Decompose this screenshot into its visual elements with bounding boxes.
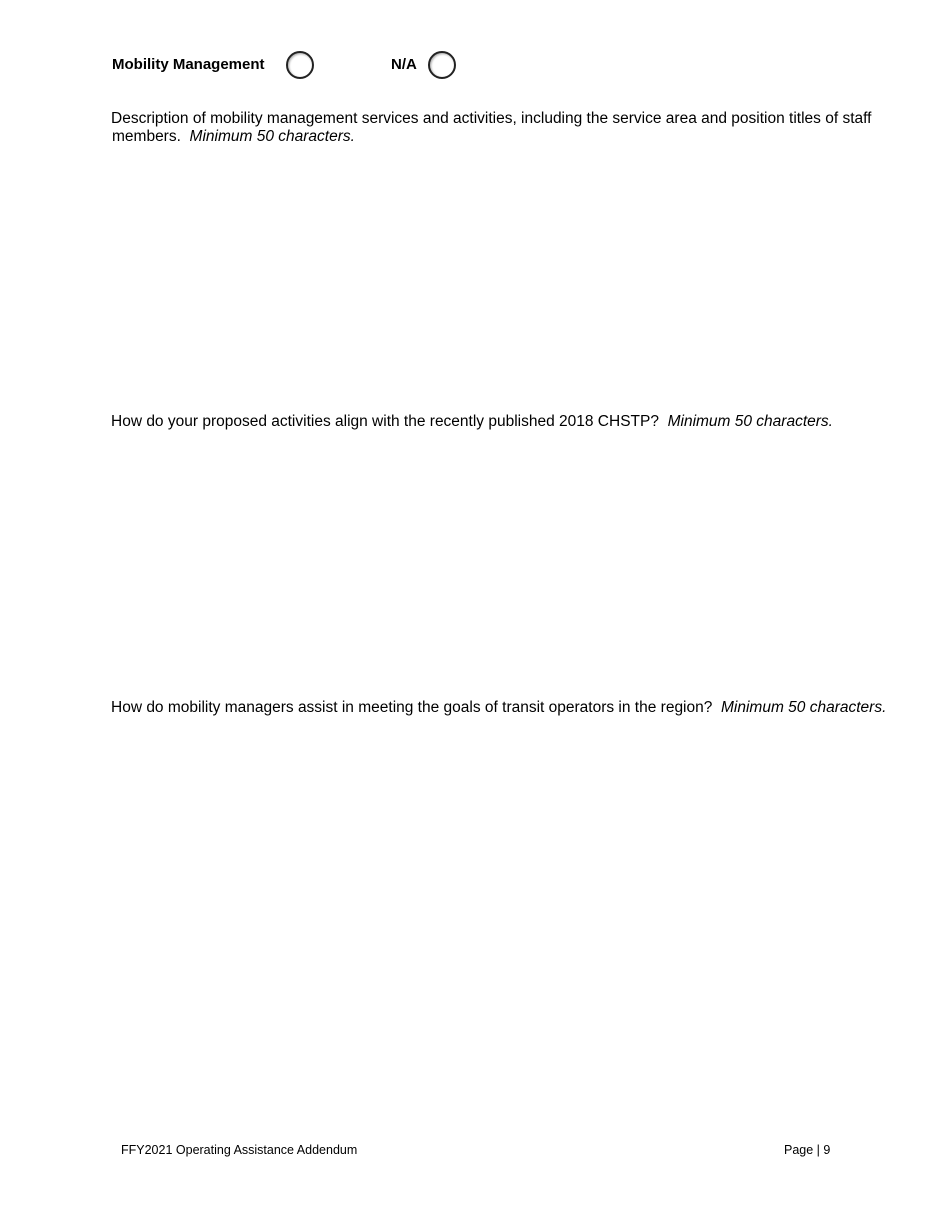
question-1-line-2 [111,128,891,146]
question-3-prompt [111,699,901,717]
question-2-prompt [111,413,891,431]
question-1-hint: Minimum 50 characters. [189,128,355,145]
question-2-hint: Minimum 50 characters. [667,413,833,430]
question-2-answer-field[interactable] [110,438,880,688]
question-1-prompt [111,110,891,146]
question-3-hint: Minimum 50 characters. [721,699,887,716]
na-radio[interactable] [428,51,456,79]
question-3-answer-field[interactable] [110,724,880,1104]
question-2-text: How do your proposed activities align with the recently published 2018 CHSTP? [111,413,659,430]
footer-page-number: Page | 9 [784,1143,831,1157]
mobility-management-label: Mobility Management [112,56,265,73]
na-label: N/A [391,56,417,73]
question-1-line-1: Description of mobility management services and activities, including the service area and position titles of staff [111,110,872,127]
mobility-management-radio[interactable] [286,51,314,79]
question-3-text: How do mobility managers assist in meeting the goals of transit operators in the region? [111,699,713,716]
footer-document-title: FFY2021 Operating Assistance Addendum [121,1143,358,1157]
question-1-answer-field[interactable] [110,150,880,400]
question-1-prompt-continued: members. [112,128,181,145]
